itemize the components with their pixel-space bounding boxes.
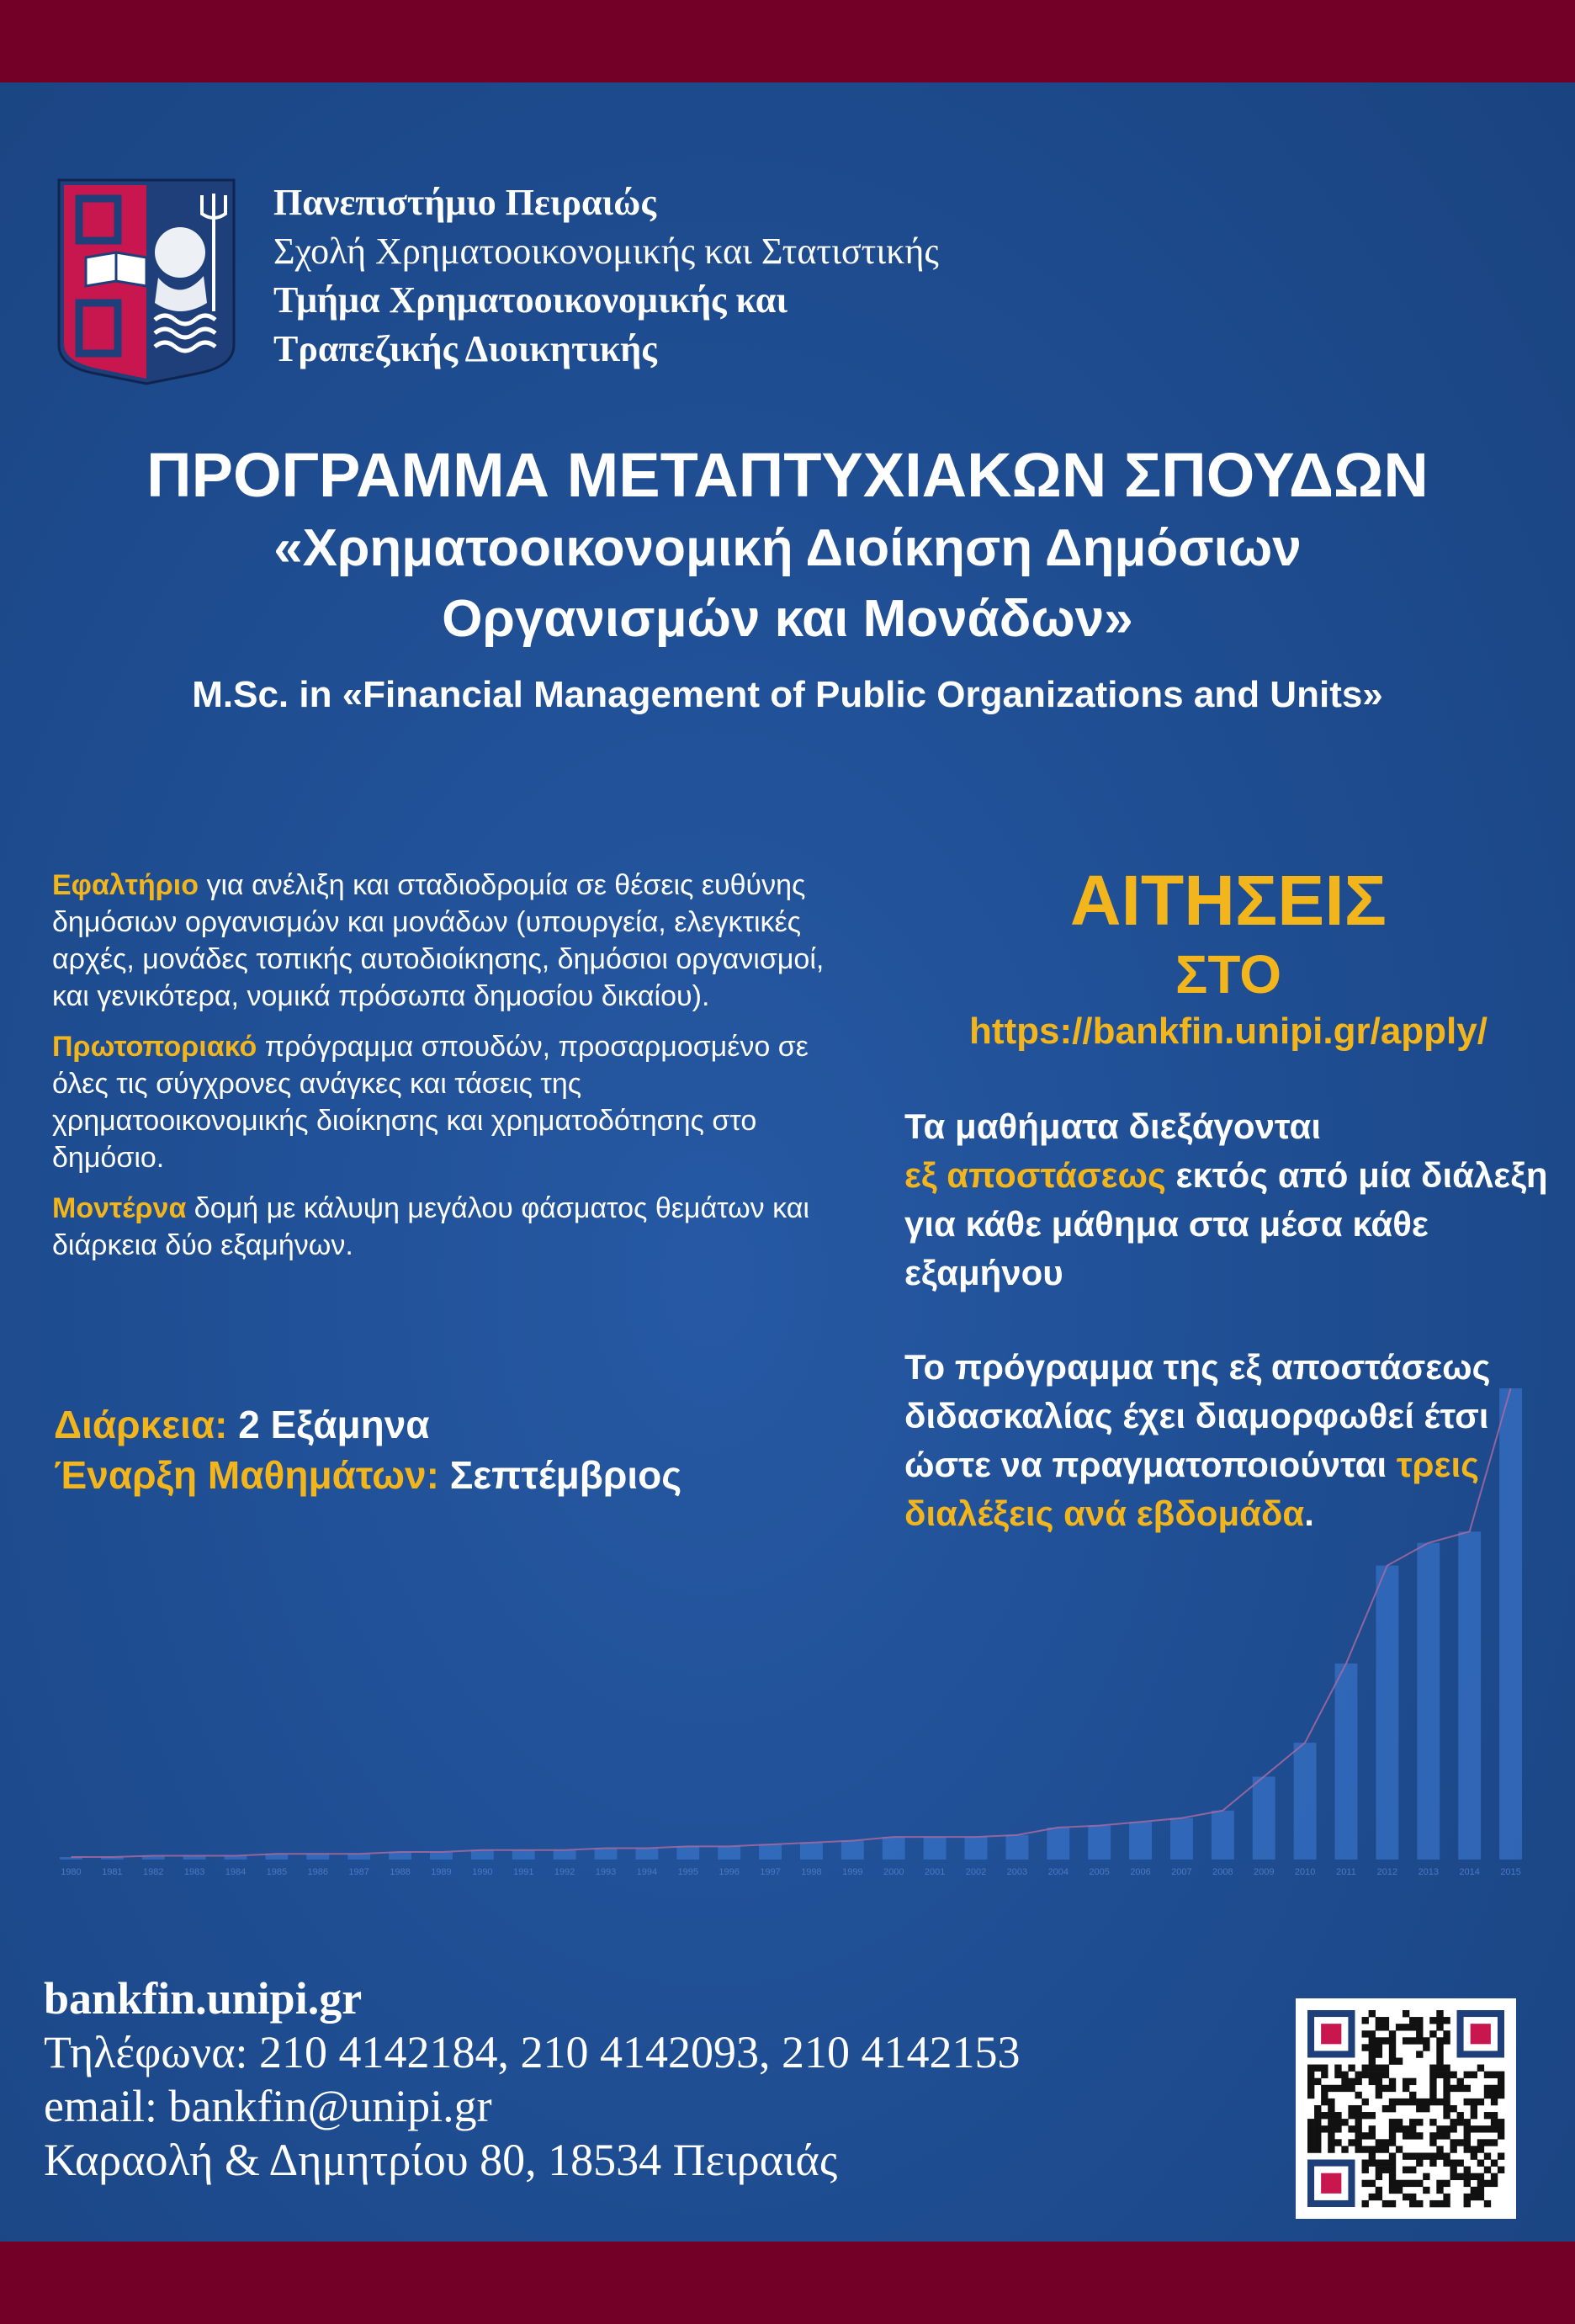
chart-tick-label: 1992 <box>554 1867 575 1877</box>
email-label: email: <box>44 2081 169 2131</box>
program-name-line-1: «Χρηματοοικονομική Διοίκηση Δημόσιων <box>273 519 1302 577</box>
school-name: Σχολή Χρηματοοικονομικής και Στατιστικής <box>273 231 939 272</box>
chart-tick-label: 2007 <box>1171 1867 1192 1877</box>
chart-bar <box>635 1849 658 1860</box>
website-link[interactable]: bankfin.unipi.gr <box>44 1973 363 2024</box>
chart-tick-label: 2011 <box>1336 1867 1356 1877</box>
highlight-paragraph-1 <box>52 867 826 1015</box>
chart-bar <box>1417 1543 1440 1860</box>
chart-bar <box>676 1846 699 1860</box>
applications-title: ΑΙΤΗΣΕΙΣ <box>1069 861 1387 940</box>
chart-bar <box>554 1850 576 1860</box>
address: Καραολή & Δημητρίου 80, 18534 Πειραιάς <box>44 2135 838 2185</box>
chart-tick-label: 1981 <box>102 1867 123 1877</box>
chart-bar <box>841 1841 864 1860</box>
bottom-bar <box>0 2242 1575 2324</box>
chart-bar <box>759 1844 782 1860</box>
program-english-title: M.Sc. in «Financial Management of Public Organizations and Units» <box>192 674 1383 715</box>
highlight-text-1: για ανέλιξη και σταδιοδρομία σε θέσεις ευθύνης δημόσιων οργανισμών και μονάδων (υπουργεία, ελεγκτικές αρχές, μονάδες τοπικής αυτοδιοίκησης, δημόσιοι οργανισμοί, και γενικότερα, νομικά πρόσωπα δημοσίου δικαίου). <box>52 869 825 1012</box>
chart-tick-label: 2009 <box>1253 1867 1275 1877</box>
chart-tick-label: 1987 <box>348 1867 369 1877</box>
program-highlights <box>52 867 826 1277</box>
delivery-text-2b: . <box>1304 1494 1314 1533</box>
chart-bar <box>1170 1818 1193 1860</box>
delivery-paragraph-2 <box>904 1343 1569 1538</box>
applications-block <box>892 858 1565 1057</box>
chart-bar <box>1294 1743 1317 1860</box>
delivery-text-1a: Τα μαθήματα διεξάγονται <box>904 1106 1321 1146</box>
university-crest-logo <box>54 177 239 387</box>
contact-info <box>44 1971 1021 2187</box>
chart-bar <box>1335 1663 1358 1860</box>
chart-tick-label: 1985 <box>266 1867 288 1877</box>
chart-tick-label: 1999 <box>842 1867 863 1877</box>
chart-tick-label: 1984 <box>225 1867 247 1877</box>
chart-bar <box>1129 1822 1152 1860</box>
chart-bar <box>1253 1776 1275 1860</box>
start-value: Σεπτέμβριος <box>438 1453 682 1497</box>
crest-icon <box>54 177 239 387</box>
chart-tick-label: 1998 <box>801 1867 822 1877</box>
chart-bar <box>430 1852 453 1860</box>
applications-url-link[interactable]: https://bankfin.unipi.gr/apply/ <box>969 1011 1488 1052</box>
chart-bar <box>306 1854 329 1860</box>
program-heading: ΠΡΟΓΡΑΜΜΑ ΜΕΤΑΠΤΥΧΙΑΚΩΝ ΣΠΟΥΔΩΝ <box>146 440 1429 510</box>
chart-tick-label: 1989 <box>431 1867 452 1877</box>
chart-tick-label: 2014 <box>1459 1867 1480 1877</box>
chart-tick-label: 1990 <box>472 1867 493 1877</box>
delivery-text-2a: Το πρόγραμμα της εξ αποστάσεως διδασκαλίας έχει διαμορφωθεί έτσι ώστε να πραγματοποιούνται <box>904 1347 1491 1484</box>
chart-bar <box>965 1837 988 1860</box>
university-header <box>273 178 939 374</box>
chart-tick-label: 2008 <box>1212 1867 1233 1877</box>
chart-tick-label: 2006 <box>1130 1867 1151 1877</box>
delivery-text-1b: εκτός από μία διάλεξη για κάθε μάθημα στα μέσα κάθε εξαμήνου <box>904 1155 1548 1292</box>
phone-numbers: Τηλέφωνα: 210 4142184, 210 4142093, 210 4142153 <box>44 2027 1021 2077</box>
highlight-text-3: δομή με κάλυψη μεγάλου φάσματος θεμάτων και διάρκεια δύο εξαμήνων. <box>52 1192 809 1261</box>
chart-tick-label: 2012 <box>1376 1867 1398 1877</box>
chart-tick-label: 1997 <box>760 1867 781 1877</box>
chart-tick-label: 1996 <box>719 1867 740 1877</box>
delivery-highlight-1: εξ αποστάσεως <box>904 1155 1166 1195</box>
program-titles <box>0 438 1575 720</box>
chart-tick-label: 2013 <box>1418 1867 1440 1877</box>
highlight-paragraph-2 <box>52 1028 826 1176</box>
chart-tick-label: 1980 <box>61 1867 82 1877</box>
chart-bar <box>718 1846 740 1860</box>
chart-bar <box>924 1837 947 1860</box>
chart-tick-label: 1983 <box>183 1867 205 1877</box>
duration-label: Διάρκεια: <box>54 1403 228 1446</box>
chart-bar <box>1212 1811 1234 1860</box>
top-bar <box>0 0 1575 82</box>
chart-tick-label: 1988 <box>390 1867 411 1877</box>
chart-bar <box>1376 1566 1398 1860</box>
qr-code-icon <box>1296 1998 1516 2219</box>
chart-bar <box>1047 1828 1069 1860</box>
chart-bar <box>883 1837 905 1860</box>
chart-bar <box>1005 1835 1028 1860</box>
highlight-paragraph-3 <box>52 1190 826 1264</box>
chart-bar <box>1088 1826 1111 1860</box>
course-delivery-info <box>904 1102 1569 1584</box>
chart-tick-label: 1995 <box>677 1867 699 1877</box>
delivery-paragraph-1 <box>904 1102 1569 1297</box>
chart-tick-label: 1993 <box>595 1867 617 1877</box>
highlight-keyword-3: Μοντέρνα <box>52 1192 187 1224</box>
chart-tick-label: 2010 <box>1294 1867 1316 1877</box>
email-line <box>44 2079 1021 2133</box>
chart-bar <box>512 1850 535 1860</box>
chart-tick-label: 1982 <box>142 1867 164 1877</box>
chart-tick-label: 2002 <box>965 1867 987 1877</box>
chart-bar <box>595 1849 618 1860</box>
university-name: Πανεπιστήμιο Πειραιώς <box>273 182 656 223</box>
highlight-keyword-1: Εφαλτήριο <box>52 869 199 901</box>
email-link[interactable]: bankfin@unipi.gr <box>168 2081 492 2131</box>
duration-value: 2 Εξάμηνα <box>227 1403 430 1446</box>
start-label: Έναρξη Μαθημάτων: <box>54 1453 439 1497</box>
qr-code[interactable] <box>1296 1998 1516 2219</box>
applications-sub: ΣΤΟ <box>1175 944 1282 1005</box>
chart-tick-label: 1991 <box>512 1867 534 1877</box>
program-name-line-2: Οργανισμών και Μονάδων» <box>442 590 1133 648</box>
chart-tick-label: 2000 <box>883 1867 904 1877</box>
highlight-keyword-2: Πρωτοποριακό <box>52 1031 257 1063</box>
chart-bar <box>347 1854 370 1860</box>
chart-tick-label: 2001 <box>924 1867 946 1877</box>
chart-bar <box>800 1843 823 1860</box>
department-line-2: Τραπεζικής Διοικητικής <box>273 328 657 369</box>
duration-info <box>54 1399 681 1500</box>
delivery-highlight-2: τρεις διαλέξεις ανά εβδομάδα <box>904 1445 1479 1533</box>
chart-bar <box>471 1850 494 1860</box>
chart-tick-label: 2003 <box>1006 1867 1028 1877</box>
chart-tick-label: 2005 <box>1089 1867 1110 1877</box>
chart-tick-label: 1994 <box>636 1867 658 1877</box>
chart-tick-label: 2004 <box>1047 1867 1069 1877</box>
chart-tick-label: 2015 <box>1500 1867 1521 1877</box>
highlight-text-2: πρόγραμμα σπουδών, προσαρμοσμένο σε όλες τις σύγχρονες ανάγκες και τάσεις της χρηματοοικονομικής διοίκησης και χρηματοδότησης στο δημόσιο. <box>52 1031 809 1174</box>
department-line-1: Τμήμα Χρηματοοικονομικής και <box>273 279 788 321</box>
chart-tick-label: 1986 <box>307 1867 329 1877</box>
